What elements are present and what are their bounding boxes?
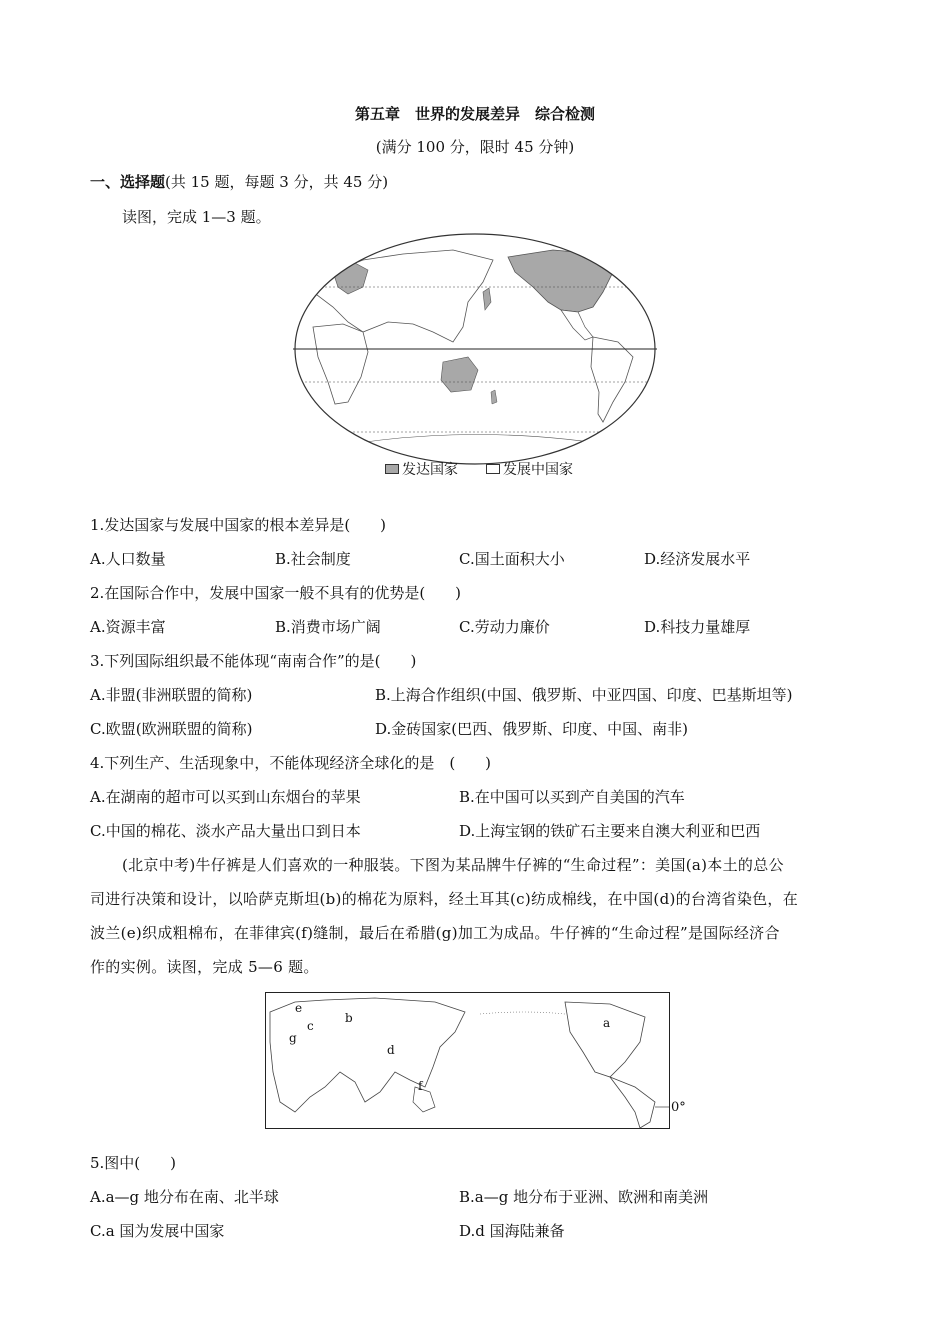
- option-text: B.a—g 地分布于亚洲、欧洲和南美洲: [459, 1188, 709, 1206]
- legend-swatch-white: [486, 464, 500, 474]
- option-text: D.科技力量雄厚: [644, 618, 751, 636]
- option-text: C.a 国为发展中国家: [90, 1222, 225, 1240]
- option-text: A.在湖南的超市可以买到山东烟台的苹果: [90, 788, 361, 806]
- option-text: C.欧盟(欧洲联盟的简称): [90, 720, 253, 738]
- option-text: B.上海合作组织(中国、俄罗斯、中亚四国、印度、巴基斯坦等): [375, 686, 793, 704]
- option-text: C.中国的棉花、淡水产品大量出口到日本: [90, 822, 361, 840]
- antarctica: [333, 435, 623, 483]
- reading-passage: [90, 848, 860, 984]
- label-e: e: [295, 1001, 303, 1015]
- passage-line: (北京中考)牛仔裤是人们喜欢的一种服装。下图为某品牌牛仔裤的“生命过程”：美国(a)本土的总公: [122, 856, 784, 874]
- label-g: g: [289, 1031, 297, 1045]
- question-stem: 4.下列生产、生活现象中，不能体现经济全球化的是 ( ): [90, 754, 492, 772]
- label-b: b: [345, 1011, 353, 1025]
- option-text: C.劳动力廉价: [459, 618, 550, 636]
- jeans-production-map: [265, 992, 670, 1129]
- page-subtitle: (满分 100 分，限时 45 分钟): [375, 138, 575, 156]
- option-text: B.在中国可以买到产自美国的汽车: [459, 788, 685, 806]
- legend-developed-label: 发达国家: [402, 462, 458, 478]
- legend-developing-label: 发展中国家: [503, 462, 573, 478]
- label-a: a: [603, 1016, 611, 1030]
- question-stem: 1.发达国家与发展中国家的根本差异是( ): [90, 516, 387, 534]
- equator-label: 0°: [671, 1100, 686, 1115]
- option-text: D.d 国海陆兼备: [459, 1222, 565, 1240]
- option-text: B.消费市场广阔: [275, 618, 381, 636]
- page-title: 第五章 世界的发展差异 综合检测: [354, 105, 595, 123]
- question-stem: 2.在国际合作中，发展中国家一般不具有的优势是( ): [90, 584, 462, 602]
- option-text: D.金砖国家(巴西、俄罗斯、印度、中国、南非): [375, 720, 688, 738]
- option-text: D.经济发展水平: [644, 550, 751, 568]
- section-heading-rest: (共 15 题，每题 3 分，共 45 分): [165, 173, 389, 191]
- passage-line: 波兰(e)织成粗棉布，在菲律宾(f)缝制，最后在希腊(g)加工为成品。牛仔裤的“生命过程”是国际经济合: [90, 924, 780, 942]
- option-text: A.非盟(非洲联盟的简称): [90, 686, 253, 704]
- legend-swatch-gray: [385, 464, 399, 474]
- passage-line: 司进行决策和设计，以哈萨克斯坦(b)的棉花为原料，经土耳其(c)纺成棉线，在中国(d)的台湾省染色，在: [90, 890, 799, 908]
- question-stem: 5.图中( ): [90, 1154, 177, 1172]
- section-heading-bold: 一、选择题: [90, 173, 166, 191]
- legend-developing: [486, 459, 573, 479]
- option-text: A.资源丰富: [90, 618, 166, 636]
- option-text: C.国土面积大小: [459, 550, 565, 568]
- option-text: B.社会制度: [275, 550, 351, 568]
- passage-line: 作的实例。读图，完成 5—6 题。: [90, 958, 319, 976]
- question-stem: 3.下列国际组织最不能体现“南南合作”的是( ): [90, 652, 417, 670]
- label-c: c: [307, 1019, 314, 1033]
- label-d: d: [387, 1043, 395, 1057]
- option-text: A.人口数量: [90, 550, 166, 568]
- label-f: f: [418, 1079, 423, 1093]
- option-text: A.a—g 地分布在南、北半球: [90, 1188, 279, 1206]
- section-heading: [90, 171, 388, 192]
- option-text: D.上海宝钢的铁矿石主要来自澳大利亚和巴西: [459, 822, 761, 840]
- legend-developed: [385, 459, 458, 479]
- world-map-development: [293, 232, 657, 482]
- section-intro: 读图，完成 1—3 题。: [122, 208, 271, 226]
